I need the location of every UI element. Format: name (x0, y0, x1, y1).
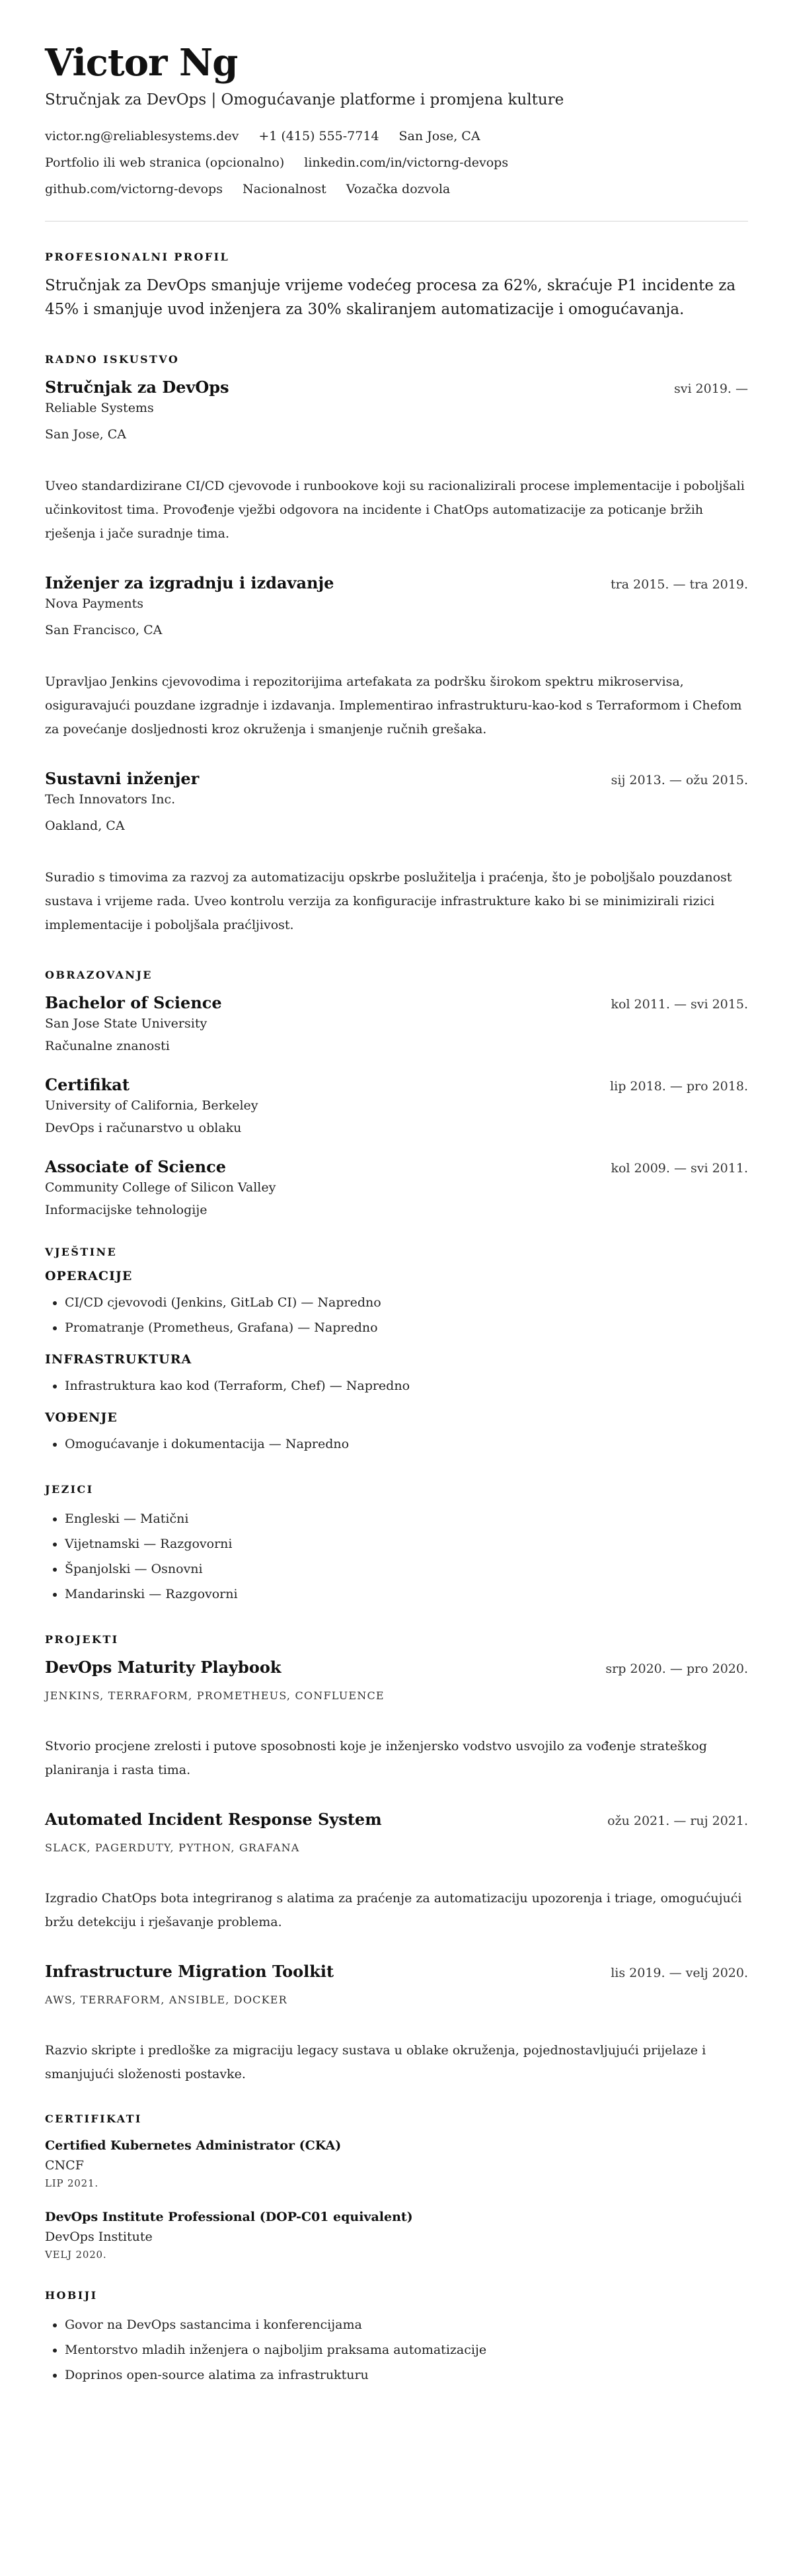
contact-row-primary (45, 127, 748, 145)
hobby-list (45, 2312, 748, 2388)
certificate-issuer: DevOps Institute (45, 2230, 153, 2244)
language-list (45, 1506, 748, 1607)
job-description: Upravljao Jenkins cjevovodima i repozitorijima artefakata za podršku širokom spektru mikroservisa, osiguravajući pouzdane izgradnje i izdavanja. Implementirao infrastrukturu-kao-kod s Terraformom i Chefom za povećanje dosljednosti kroz okruženja i smanjenje ručnih grešaka. (45, 674, 742, 737)
hobby-item: • Doprinos open-source alatima za infrastrukturu (65, 2362, 748, 2388)
certificates-heading: CERTIFIKATI (45, 2113, 142, 2125)
education-school: University of California, Berkeley (45, 1098, 258, 1113)
job-description: Uveo standardizirane CI/CD cjevovode i runbookove koji su racionalizirali procese implementacije i poboljšali učinkovitost tima. Provođenje vježbi odgovora na incidente i ChatOps automatizacije za poticanje bržih rješenja i jače suradnje tima. (45, 479, 745, 541)
education-heading: OBRAZOVANJE (45, 969, 153, 981)
education-school: San Jose State University (45, 1016, 208, 1031)
experience-heading: RADNO ISKUSTVO (45, 353, 180, 366)
job-location: San Jose, CA (45, 427, 127, 442)
project-entry (45, 1656, 748, 1782)
project-name: Infrastructure Migration Toolkit (45, 1962, 334, 1981)
experience-section (45, 353, 748, 937)
project-tech-stack: SLACK, PAGERDUTY, PYTHON, GRAFANA (45, 1841, 300, 1854)
education-field: Informacijske tehnologije (45, 1203, 208, 1217)
languages-heading: JEZICI (45, 1483, 94, 1496)
contact-linkedin[interactable]: linkedin.com/in/victorng-devops (304, 155, 509, 170)
project-description: Stvorio procjene zrelosti i putove sposobnosti koje je inženjersko vodstvo usvojilo za vođenje strateškog planiranja i rasta tima. (45, 1739, 707, 1777)
skill-list (45, 1290, 748, 1340)
contact-row-extra (45, 180, 748, 198)
certificate-entry (45, 2136, 748, 2191)
education-degree: Certifikat (45, 1075, 130, 1094)
job-entry (45, 768, 748, 937)
projects-section (45, 1633, 748, 2086)
profile-heading: PROFESIONALNI PROFIL (45, 251, 230, 263)
candidate-name: Victor Ng (45, 41, 238, 85)
project-description: Razvio skripte i predloške za migraciju legacy sustava u oblake okruženja, pojednostavljujući prijelaze i smanjujući složenosti postavke. (45, 2043, 706, 2081)
skill-category: INFRASTRUKTURA (45, 1352, 192, 1367)
contact-phone[interactable]: +1 (415) 555-7714 (258, 129, 379, 143)
education-dates: lip 2018. — pro 2018. (610, 1079, 748, 1094)
job-entry (45, 376, 748, 545)
education-entry (45, 992, 748, 1055)
job-dates: sij 2013. — ožu 2015. (611, 773, 748, 787)
education-entry (45, 1156, 748, 1219)
education-dates: kol 2011. — svi 2015. (611, 997, 748, 1012)
contact-portfolio[interactable]: Portfolio ili web stranica (opcionalno) (45, 155, 285, 170)
education-field: DevOps i računarstvo u oblaku (45, 1121, 242, 1135)
project-description: Izgradio ChatOps bota integriranog s alatima za praćenje za automatizaciju upozorenja i triage, omogućujući bržu detekciju i rješavanje problema. (45, 1891, 742, 1929)
languages-section (45, 1483, 748, 1607)
skill-item: • Infrastruktura kao kod (Terraform, Chef) — Napredno (65, 1373, 748, 1398)
job-company: Reliable Systems (45, 401, 154, 415)
profile-summary: Stručnjak za DevOps smanjuje vrijeme vodećeg procesa za 62%, skraćuje P1 incidente za 45% i smanjuje uvod inženjera za 30% skaliranjem automatizacije i omogućavanja. (45, 277, 736, 318)
job-role: Sustavni inženjer (45, 769, 200, 788)
skill-category: OPERACIJE (45, 1269, 133, 1283)
hobby-item: • Mentorstvo mladih inženjera o najboljim praksama automatizacije (65, 2337, 748, 2362)
project-tech-stack: JENKINS, TERRAFORM, PROMETHEUS, CONFLUENCE (45, 1689, 385, 1702)
education-school: Community College of Silicon Valley (45, 1180, 276, 1195)
job-role: Stručnjak za DevOps (45, 378, 229, 397)
skills-section (45, 1246, 748, 1457)
skill-item: • Promatranje (Prometheus, Grafana) — Napredno (65, 1315, 748, 1340)
certificate-name: Certified Kubernetes Administrator (CKA) (45, 2138, 342, 2153)
certificate-entry (45, 2207, 748, 2263)
skill-category: VOĐENJE (45, 1410, 118, 1425)
project-name: DevOps Maturity Playbook (45, 1658, 282, 1677)
candidate-headline: Stručnjak za DevOps | Omogućavanje platforme i promjena kulture (45, 91, 564, 108)
project-dates: srp 2020. — pro 2020. (605, 1662, 748, 1676)
project-tech-stack: AWS, TERRAFORM, ANSIBLE, DOCKER (45, 1993, 287, 2006)
skills-heading: VJEŠTINE (45, 1246, 118, 1258)
contact-location: San Jose, CA (398, 129, 480, 143)
job-description: Suradio s timovima za razvoj za automatizaciju opskrbe poslužitelja i praćenja, što je poboljšalo pouzdanost sustava i vrijeme rada. Uveo kontrolu verzija za konfiguracije infrastrukture kako bi se minimizirali rizici implementacije i poboljšala praćljivost. (45, 870, 732, 932)
project-dates: ožu 2021. — ruj 2021. (607, 1814, 748, 1828)
language-item: • Mandarinski — Razgovorni (65, 1582, 748, 1607)
project-entry (45, 1808, 748, 1934)
education-field: Računalne znanosti (45, 1039, 170, 1053)
language-item: • Engleski — Matični (65, 1506, 748, 1531)
certificate-issuer: CNCF (45, 2158, 84, 2173)
project-name: Automated Incident Response System (45, 1810, 382, 1829)
contact-email[interactable]: victor.ng@reliablesystems.dev (45, 129, 239, 143)
education-degree: Associate of Science (45, 1157, 226, 1176)
job-dates: svi 2019. — (673, 382, 748, 396)
certificate-name: DevOps Institute Professional (DOP-C01 equivalent) (45, 2210, 413, 2224)
job-location: San Francisco, CA (45, 623, 163, 637)
job-location: Oakland, CA (45, 819, 125, 833)
education-section (45, 969, 748, 1219)
projects-heading: PROJEKTI (45, 1633, 119, 1646)
job-company: Tech Innovators Inc. (45, 792, 176, 807)
hobbies-heading: HOBIJI (45, 2289, 98, 2302)
skill-list (45, 1373, 748, 1398)
contact-github[interactable]: github.com/victorng-devops (45, 182, 223, 196)
hobbies-section (45, 2289, 748, 2388)
education-degree: Bachelor of Science (45, 993, 222, 1012)
skill-item: • Omogućavanje i dokumentacija — Napredno (65, 1431, 748, 1457)
project-dates: lis 2019. — velj 2020. (611, 1966, 748, 1980)
language-item: • Španjolski — Osnovni (65, 1556, 748, 1582)
profile-section (45, 251, 748, 321)
certificate-date: VELJ 2020. (45, 2249, 107, 2261)
certificates-section (45, 2113, 748, 2263)
contact-nationality: Nacionalnost (242, 182, 326, 196)
contact-drivers-license: Vozačka dozvola (346, 182, 451, 196)
job-entry (45, 572, 748, 741)
skill-item: • CI/CD cjevovodi (Jenkins, GitLab CI) — Napredno (65, 1290, 748, 1315)
resume-header (45, 40, 748, 198)
hobby-item: • Govor na DevOps sastancima i konferencijama (65, 2312, 748, 2337)
certificate-date: LIP 2021. (45, 2177, 98, 2189)
contact-row-links (45, 153, 748, 172)
project-entry (45, 1960, 748, 2086)
job-company: Nova Payments (45, 596, 144, 611)
education-dates: kol 2009. — svi 2011. (611, 1161, 748, 1176)
job-role: Inženjer za izgradnju i izdavanje (45, 573, 334, 592)
skill-list (45, 1431, 748, 1457)
education-entry (45, 1074, 748, 1137)
job-dates: tra 2015. — tra 2019. (610, 577, 748, 592)
language-item: • Vijetnamski — Razgovorni (65, 1531, 748, 1556)
